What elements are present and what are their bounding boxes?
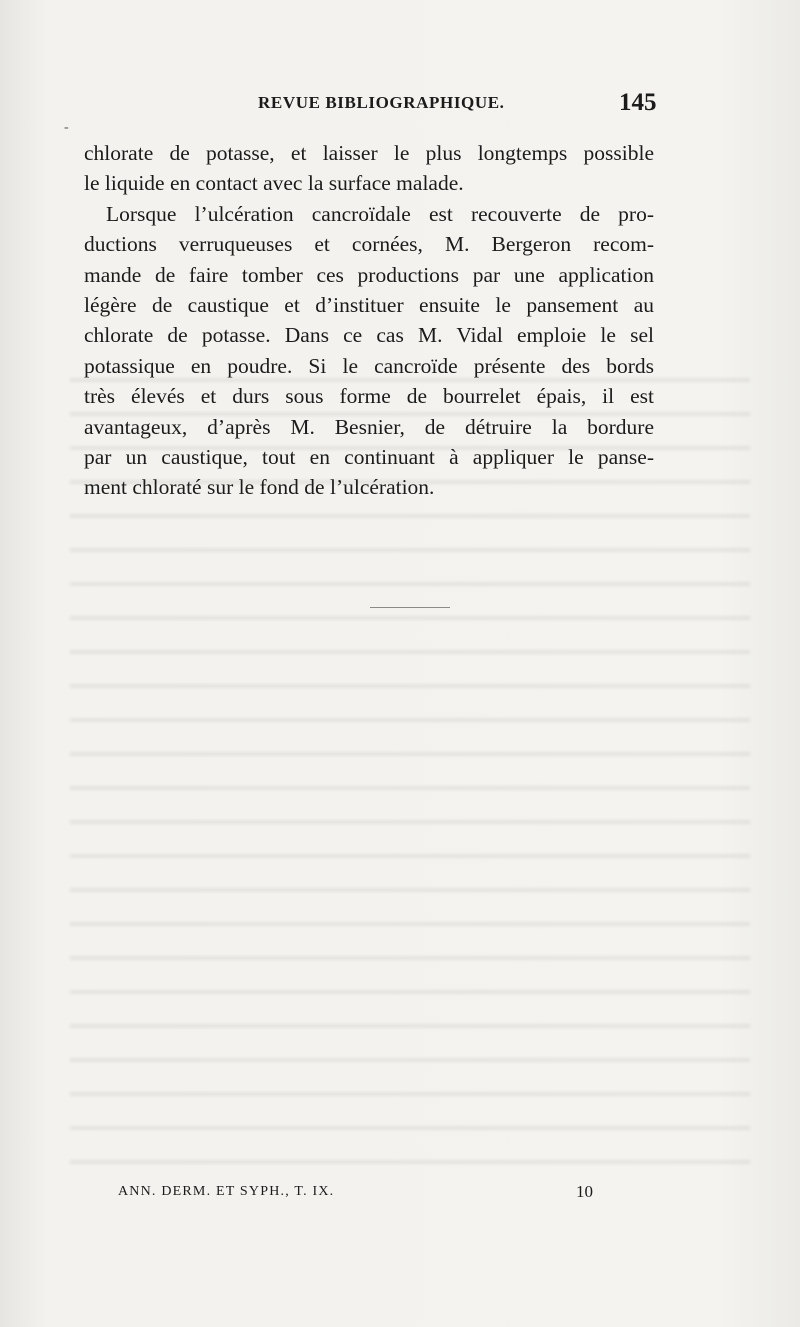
text-line: ductions verruqueuses et cornées, M. Bergeron recom- <box>84 232 654 257</box>
body-text <box>84 138 654 503</box>
footer-sheet-number: 10 <box>576 1182 593 1201</box>
margin-mark: - <box>64 120 69 135</box>
text-line: ment chloraté sur le fond de l’ulcération. <box>84 475 435 500</box>
footer-signature: ANN. DERM. ET SYPH., T. IX. <box>118 1184 335 1199</box>
running-title: REVUE BIBLIOGRAPHIQUE. <box>258 93 505 112</box>
text-line: par un caustique, tout en continuant à appliquer le panse- <box>84 445 654 470</box>
text-line: légère de caustique et d’instituer ensuite le pansement au <box>84 293 654 318</box>
text-line: chlorate de potasse, et laisser le plus longtemps possible <box>84 141 654 165</box>
running-head <box>0 89 800 119</box>
page-footer <box>0 1184 800 1208</box>
section-separator <box>370 607 450 608</box>
text-line: mande de faire tomber ces productions par une application <box>84 262 654 287</box>
paragraph-2 <box>84 199 654 503</box>
text-line: avantageux, d’après M. Besnier, de détruire la bordure <box>84 414 654 439</box>
text-line: potassique en poudre. Si le cancroïde présente des bords <box>84 353 654 378</box>
text-line: le liquide en contact avec la surface malade. <box>84 171 464 196</box>
paragraph-1 <box>84 138 654 199</box>
text-line: chlorate de potasse. Dans ce cas M. Vidal emploie le sel <box>84 323 654 348</box>
page-number: 145 <box>619 89 657 116</box>
text-line: Lorsque l’ulcération cancroïdale est recouverte de pro- <box>106 201 654 226</box>
text-line: très élevés et durs sous forme de bourrelet épais, il est <box>84 384 654 409</box>
